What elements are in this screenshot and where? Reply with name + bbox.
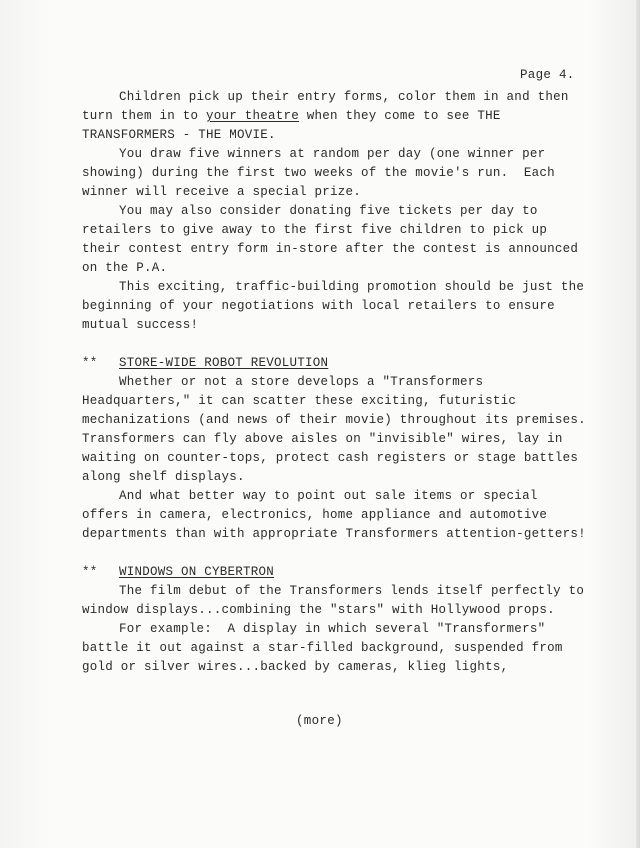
paragraph-line: showing) during the first two weeks of the movie's run. Each (82, 166, 555, 180)
paragraph-line: You may also consider donating five tickets per day to (119, 204, 538, 218)
page-number: Page 4. (520, 68, 575, 82)
paragraph-line: winner will receive a special prize. (82, 185, 362, 199)
paragraph-line (82, 107, 582, 126)
paragraph-line: Transformers can fly above aisles on "invisible" wires, lay in (82, 432, 563, 446)
paragraph-line: The film debut of the Transformers lends itself perfectly to (119, 584, 585, 598)
spacer (82, 335, 582, 354)
paragraph-line: offers in camera, electronics, home appliance and automotive (82, 508, 548, 522)
paragraph-line: beginning of your negotiations with local retailers to ensure (82, 299, 555, 313)
paragraph-line: waiting on counter-tops, protect cash registers or stage battles (82, 451, 579, 465)
paragraph-line: gold or silver wires...backed by cameras, klieg lights, (82, 660, 509, 674)
paragraph-line: Headquarters," it can scatter these exciting, futuristic (82, 394, 517, 408)
section-marker: ** (82, 565, 98, 579)
paragraph-line: This exciting, traffic-building promotion should be just the (119, 280, 585, 294)
paragraph-line: TRANSFORMERS - THE MOVIE. (82, 128, 276, 142)
paragraph-line: on the P.A. (82, 261, 168, 275)
paragraph-line: battle it out against a star-filled background, suspended from (82, 641, 563, 655)
continued-marker: (more) (296, 714, 343, 728)
text-run: turn them in to (82, 109, 207, 123)
paragraph-line: their contest entry form in-store after the contest is announced (82, 242, 579, 256)
paragraph-line: You draw five winners at random per day (one winner per (119, 147, 546, 161)
paragraph-line: Children pick up their entry forms, color them in and then (119, 90, 569, 104)
paragraph-line: And what better way to point out sale items or special (119, 489, 538, 503)
document-body (82, 88, 586, 677)
underlined-text: your theatre (206, 109, 300, 123)
spacer (82, 544, 582, 563)
section-title: STORE-WIDE ROBOT REVOLUTION (119, 356, 329, 370)
paragraph-line: Whether or not a store develops a "Transformers (119, 375, 484, 389)
paragraph-line: window displays...combining the "stars" with Hollywood props. (82, 603, 555, 617)
section-heading (82, 563, 582, 582)
section-marker: ** (82, 356, 98, 370)
paragraph-line: retailers to give away to the first five children to pick up (82, 223, 548, 237)
paragraph-line: along shelf displays. (82, 470, 245, 484)
text-run: when they come to see THE (299, 109, 501, 123)
paragraph-line: departments than with appropriate Transformers attention-getters! (82, 527, 586, 541)
paragraph-line: mechanizations (and news of their movie) throughout its premises. (82, 413, 586, 427)
section-title: WINDOWS ON CYBERTRON (119, 565, 275, 579)
paragraph-line: For example: A display in which several "Transformers" (119, 622, 546, 636)
paragraph-line: mutual success! (82, 318, 199, 332)
section-heading (82, 354, 582, 373)
